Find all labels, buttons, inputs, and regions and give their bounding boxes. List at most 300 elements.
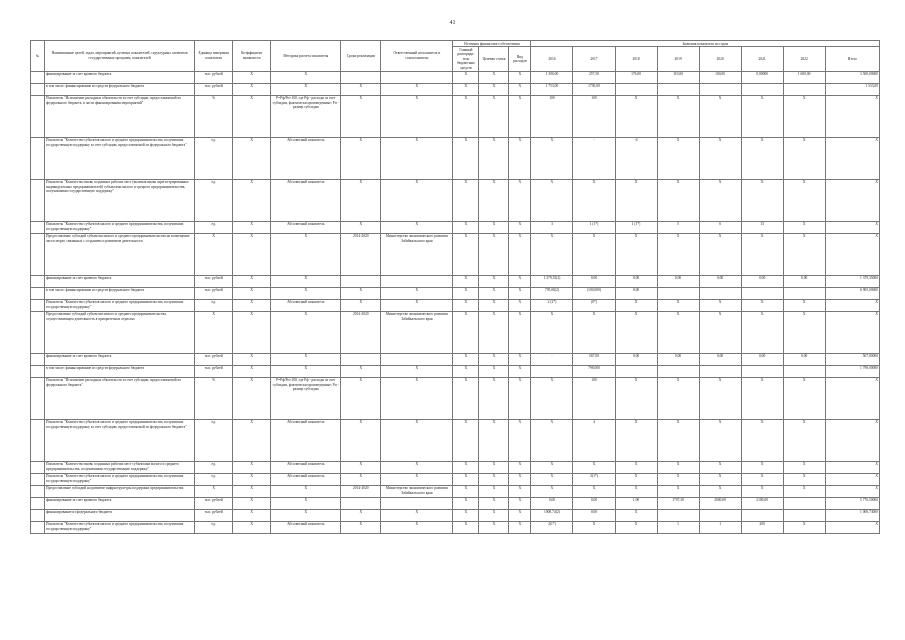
header-year: 2017 bbox=[573, 47, 615, 71]
year-value-cell: 2100,00 bbox=[741, 497, 783, 509]
year-value-cell: X bbox=[657, 485, 699, 497]
no-cell bbox=[31, 419, 45, 461]
type-cell: X bbox=[509, 521, 531, 533]
no-cell bbox=[31, 485, 45, 497]
no-cell bbox=[31, 95, 45, 137]
total-cell: 567,00000 bbox=[825, 353, 879, 365]
year-value-cell: (100,000) bbox=[573, 287, 615, 299]
year-value-cell: X bbox=[699, 311, 741, 353]
year-value-cell: X bbox=[741, 179, 783, 221]
year-value-cell: 2(1*) bbox=[531, 521, 573, 533]
year-value-cell bbox=[699, 287, 741, 299]
main-cell: X bbox=[453, 353, 479, 365]
year-value-cell: X bbox=[783, 311, 825, 353]
year-value-cell: 0,00 bbox=[741, 353, 783, 365]
year-value-cell bbox=[783, 83, 825, 95]
year-value-cell: X bbox=[657, 473, 699, 485]
term-cell: X bbox=[341, 461, 381, 473]
coef-cell: X bbox=[233, 233, 271, 275]
unit-cell: тыс. рублей bbox=[195, 275, 233, 287]
year-value-cell: 0,00 bbox=[615, 287, 657, 299]
term-cell: X bbox=[341, 137, 381, 179]
name-cell: Показатель "Количество вновь созданных рабочих мест (включая вновь зарегистрированных индивидуальных предпринимателей) субъектами малого и среднего предпринимательства, получившими государственную поддержку" bbox=[45, 179, 195, 221]
method-cell: X bbox=[271, 485, 341, 497]
year-value-cell bbox=[783, 497, 825, 509]
table-row bbox=[31, 377, 880, 419]
target-cell: X bbox=[479, 485, 509, 497]
no-cell bbox=[31, 233, 45, 275]
total-cell: X bbox=[825, 221, 879, 233]
unit-cell: тыс. рублей bbox=[195, 509, 233, 521]
method-cell: Абсолютный показатель bbox=[271, 299, 341, 311]
main-cell: X bbox=[453, 95, 479, 137]
type-cell: X bbox=[509, 497, 531, 509]
year-value-cell: 6 bbox=[699, 221, 741, 233]
year-value-cell: X bbox=[615, 419, 657, 461]
resp-cell: Министерство экономического развития Забайкальского края bbox=[381, 311, 453, 353]
year-value-cell bbox=[615, 83, 657, 95]
resp-cell: X bbox=[381, 521, 453, 533]
year-value-cell bbox=[783, 287, 825, 299]
year-value-cell: X bbox=[699, 95, 741, 137]
year-value-cell: X bbox=[615, 377, 657, 419]
year-value-cell: 1000,74(2) bbox=[531, 509, 573, 521]
main-cell: X bbox=[453, 179, 479, 221]
coef-cell: X bbox=[233, 485, 271, 497]
year-value-cell: X bbox=[741, 473, 783, 485]
term-cell: X bbox=[341, 287, 381, 299]
unit-cell: тыс. рублей bbox=[195, 71, 233, 83]
no-cell bbox=[31, 83, 45, 95]
year-value-cell: X bbox=[531, 311, 573, 353]
year-value-cell bbox=[531, 365, 573, 377]
year-value-cell bbox=[741, 287, 783, 299]
header-fin-group: Источник финансового обеспечения bbox=[453, 41, 531, 47]
target-cell: X bbox=[479, 353, 509, 365]
total-cell: 1 798,00000 bbox=[825, 365, 879, 377]
year-value-cell: 176,00 bbox=[615, 71, 657, 83]
year-value-cell: 1 bbox=[699, 521, 741, 533]
coef-cell: X bbox=[233, 377, 271, 419]
year-value-cell: X bbox=[531, 419, 573, 461]
year-value-cell: X bbox=[615, 461, 657, 473]
target-cell: X bbox=[479, 521, 509, 533]
target-cell: X bbox=[479, 233, 509, 275]
resp-cell: Министерство экономического развития Забайкальского края bbox=[381, 233, 453, 275]
year-value-cell: 1730,00 bbox=[573, 83, 615, 95]
main-cell: X bbox=[453, 71, 479, 83]
year-value-cell: X bbox=[615, 179, 657, 221]
no-cell bbox=[31, 137, 45, 179]
type-cell: X bbox=[509, 473, 531, 485]
name-cell: Показатель "Количество субъектов малого и среднего предпринимательства, получивших государственную поддержку" bbox=[45, 299, 195, 311]
year-value-cell: 1 379,35(2) bbox=[531, 275, 573, 287]
main-cell: X bbox=[453, 377, 479, 419]
year-value-cell bbox=[741, 83, 783, 95]
year-value-cell: X bbox=[741, 419, 783, 461]
term-cell: X bbox=[341, 419, 381, 461]
year-value-cell: X bbox=[699, 473, 741, 485]
unit-cell: ед. bbox=[195, 299, 233, 311]
method-cell: Абсолютный показатель bbox=[271, 419, 341, 461]
target-cell: X bbox=[479, 473, 509, 485]
coef-cell: X bbox=[233, 419, 271, 461]
target-cell: X bbox=[479, 509, 509, 521]
target-cell: X bbox=[479, 83, 509, 95]
unit-cell: тыс. рублей bbox=[195, 83, 233, 95]
year-value-cell: X bbox=[615, 299, 657, 311]
coef-cell: X bbox=[233, 299, 271, 311]
year-value-cell: 100 bbox=[573, 377, 615, 419]
coef-cell: X bbox=[233, 509, 271, 521]
unit-cell: % bbox=[195, 95, 233, 137]
year-value-cell: X bbox=[615, 473, 657, 485]
method-cell: Абсолютный показатель bbox=[271, 461, 341, 473]
total-cell: X bbox=[825, 137, 879, 179]
type-cell: X bbox=[509, 485, 531, 497]
type-cell: X bbox=[509, 137, 531, 179]
main-cell: X bbox=[453, 311, 479, 353]
method-cell: X bbox=[271, 497, 341, 509]
year-value-cell: - bbox=[531, 353, 573, 365]
header-year: 2021 bbox=[741, 47, 783, 71]
year-value-cell: X bbox=[741, 137, 783, 179]
year-value-cell: X bbox=[699, 461, 741, 473]
year-value-cell: 5 bbox=[657, 221, 699, 233]
main-cell: X bbox=[453, 365, 479, 377]
year-value-cell: X bbox=[531, 377, 573, 419]
name-cell: Показатель "Количество субъектов малого и среднего предпринимательства, получивших государственную поддержку за счет субсидии, предоставляемой из федерального бюджета" bbox=[45, 419, 195, 461]
method-cell: X bbox=[271, 509, 341, 521]
year-value-cell: X bbox=[783, 179, 825, 221]
year-value-cell: 1 300,00 bbox=[531, 71, 573, 83]
total-cell: X bbox=[825, 311, 879, 353]
year-value-cell bbox=[657, 287, 699, 299]
header-coef: Коэффициент значимости bbox=[233, 41, 271, 72]
year-value-cell: X bbox=[657, 179, 699, 221]
name-cell: Показатель "Количество субъектов малого и среднего предпринимательства, получивших государственную поддержку" bbox=[45, 221, 195, 233]
year-value-cell: X bbox=[531, 233, 573, 275]
no-cell bbox=[31, 179, 45, 221]
resp-cell: X bbox=[381, 509, 453, 521]
no-cell bbox=[31, 461, 45, 473]
method-cell: X bbox=[271, 71, 341, 83]
unit-cell: ед. bbox=[195, 221, 233, 233]
total-cell: X bbox=[825, 233, 879, 275]
term-cell bbox=[341, 497, 381, 509]
year-value-cell bbox=[741, 365, 783, 377]
table-row bbox=[31, 221, 880, 233]
resp-cell bbox=[381, 275, 453, 287]
year-value-cell: 200 bbox=[741, 521, 783, 533]
year-value-cell: X bbox=[657, 95, 699, 137]
name-cell: в том числе: финансирование из средств федерального бюджета bbox=[45, 287, 195, 299]
type-cell: X bbox=[509, 95, 531, 137]
year-value-cell: X bbox=[783, 137, 825, 179]
type-cell: X bbox=[509, 419, 531, 461]
header-fin-type: Вид расходов bbox=[509, 47, 531, 71]
header-no: № bbox=[31, 41, 45, 72]
year-value-cell: - bbox=[573, 137, 615, 179]
year-value-cell: 1 bbox=[657, 521, 699, 533]
target-cell: X bbox=[479, 95, 509, 137]
year-value-cell: 1 600,00 bbox=[783, 71, 825, 83]
total-cell: X bbox=[825, 485, 879, 497]
year-value-cell: X bbox=[657, 377, 699, 419]
year-value-cell: 1 753,00 bbox=[531, 83, 573, 95]
year-value-cell: 100,00 bbox=[699, 71, 741, 83]
method-cell: Абсолютный показатель bbox=[271, 179, 341, 221]
coef-cell: X bbox=[233, 461, 271, 473]
term-cell: X bbox=[341, 377, 381, 419]
name-cell: Предоставление субсидий субъектам малого и среднего предпринимательства, осуществляющим деятельность в приоритетных отраслях bbox=[45, 311, 195, 353]
term-cell: 2014-2020 bbox=[341, 233, 381, 275]
year-value-cell: 0,00 bbox=[783, 353, 825, 365]
no-cell bbox=[31, 275, 45, 287]
year-value-cell bbox=[699, 83, 741, 95]
year-value-cell: -4 bbox=[615, 137, 657, 179]
type-cell: X bbox=[509, 461, 531, 473]
table-row bbox=[31, 95, 880, 137]
year-value-cell: 0,00 bbox=[573, 509, 615, 521]
table-row bbox=[31, 365, 880, 377]
year-value-cell bbox=[783, 509, 825, 521]
year-value-cell: X bbox=[657, 233, 699, 275]
year-value-cell: 0,00 bbox=[699, 275, 741, 287]
year-value-cell: X bbox=[573, 521, 615, 533]
main-cell: X bbox=[453, 473, 479, 485]
table-row bbox=[31, 233, 880, 275]
year-value-cell: X bbox=[615, 311, 657, 353]
page-number: 41 bbox=[449, 20, 456, 26]
year-value-cell: X bbox=[783, 485, 825, 497]
year-value-cell bbox=[699, 365, 741, 377]
resp-cell: X bbox=[381, 221, 453, 233]
main-cell: X bbox=[453, 485, 479, 497]
header-name: Наименование целей, задач, мероприятий, целевых показателей, структурных элементов государственных программ, показателей bbox=[45, 41, 195, 72]
target-cell: X bbox=[479, 287, 509, 299]
year-value-cell: 0,00000 bbox=[741, 71, 783, 83]
year-value-cell: X bbox=[573, 233, 615, 275]
year-value-cell bbox=[741, 509, 783, 521]
year-value-cell: 13 bbox=[741, 221, 783, 233]
main-cell: X bbox=[453, 221, 479, 233]
name-cell: в том числе: финансирование из средств федерального бюджета bbox=[45, 365, 195, 377]
method-cell: Абсолютный показатель bbox=[271, 473, 341, 485]
no-cell bbox=[31, 473, 45, 485]
unit-cell: ед. bbox=[195, 137, 233, 179]
year-value-cell: X bbox=[657, 311, 699, 353]
total-cell: X bbox=[825, 95, 879, 137]
table-row bbox=[31, 461, 880, 473]
type-cell: X bbox=[509, 275, 531, 287]
year-value-cell: X bbox=[615, 485, 657, 497]
no-cell bbox=[31, 521, 45, 533]
no-cell bbox=[31, 299, 45, 311]
coef-cell: X bbox=[233, 353, 271, 365]
resp-cell: X bbox=[381, 419, 453, 461]
year-value-cell: X bbox=[741, 95, 783, 137]
total-cell: 5 776,50000 bbox=[825, 497, 879, 509]
no-cell bbox=[31, 353, 45, 365]
year-value-cell: X bbox=[741, 299, 783, 311]
term-cell: X bbox=[341, 521, 381, 533]
year-value-cell: X bbox=[741, 485, 783, 497]
table-row bbox=[31, 419, 880, 461]
main-cell: X bbox=[453, 299, 479, 311]
resp-cell: X bbox=[381, 377, 453, 419]
name-cell: Показатель "Количество субъектов малого и среднего предпринимательства, получивших государственную поддержку" bbox=[45, 473, 195, 485]
target-cell: X bbox=[479, 221, 509, 233]
resp-cell: X bbox=[381, 473, 453, 485]
year-value-cell: X bbox=[783, 521, 825, 533]
unit-cell: % bbox=[195, 377, 233, 419]
year-value-cell: X bbox=[531, 473, 573, 485]
total-cell: X bbox=[825, 521, 879, 533]
method-cell: X bbox=[271, 365, 341, 377]
resp-cell: X bbox=[381, 179, 453, 221]
year-value-cell: 795,00(2) bbox=[531, 287, 573, 299]
year-value-cell: 0,00 bbox=[573, 275, 615, 287]
year-value-cell: 0,00 bbox=[573, 497, 615, 509]
resp-cell: X bbox=[381, 461, 453, 473]
total-cell: X bbox=[825, 179, 879, 221]
resp-cell bbox=[381, 353, 453, 365]
year-value-cell: 0,00 bbox=[741, 275, 783, 287]
type-cell: X bbox=[509, 233, 531, 275]
type-cell: X bbox=[509, 179, 531, 221]
year-value-cell: X bbox=[573, 179, 615, 221]
term-cell bbox=[341, 275, 381, 287]
program-table bbox=[30, 40, 880, 534]
unit-cell: X bbox=[195, 485, 233, 497]
header-year: 2019 bbox=[657, 47, 699, 71]
year-value-cell: 4 bbox=[573, 419, 615, 461]
main-cell: X bbox=[453, 137, 479, 179]
name-cell: финансирование за счет краевого бюджета bbox=[45, 71, 195, 83]
year-value-cell: 0,00 bbox=[783, 275, 825, 287]
year-value-cell: 100 bbox=[573, 95, 615, 137]
resp-cell: X bbox=[381, 137, 453, 179]
total-cell: X bbox=[825, 299, 879, 311]
year-value-cell: X bbox=[783, 221, 825, 233]
method-cell: Абсолютный показатель bbox=[271, 521, 341, 533]
no-cell bbox=[31, 377, 45, 419]
term-cell: X bbox=[341, 473, 381, 485]
header-values-group: Значения показателя по годам bbox=[531, 41, 880, 47]
year-value-cell: X bbox=[657, 461, 699, 473]
resp-cell: X bbox=[381, 95, 453, 137]
target-cell: X bbox=[479, 461, 509, 473]
unit-cell: тыс. рублей bbox=[195, 365, 233, 377]
year-value-cell: X bbox=[699, 233, 741, 275]
year-value-cell: X bbox=[615, 521, 657, 533]
term-cell: 2014-2020 bbox=[341, 311, 381, 353]
year-value-cell: 0,00 bbox=[657, 353, 699, 365]
unit-cell: тыс. рублей bbox=[195, 497, 233, 509]
total-cell: 3 500,00000 bbox=[825, 71, 879, 83]
year-value-cell bbox=[699, 509, 741, 521]
resp-cell: Министерство экономического развития Забайкальского края bbox=[381, 485, 453, 497]
total-cell: 6 905,00000 bbox=[825, 287, 879, 299]
name-cell: Показатель "Исполнение расходных обязательств за счет субсидии, предоставляемой из федерального бюджета, в части финансирования мероприятий" bbox=[45, 95, 195, 137]
target-cell: X bbox=[479, 179, 509, 221]
method-cell: X bbox=[271, 275, 341, 287]
main-cell: X bbox=[453, 461, 479, 473]
main-cell: X bbox=[453, 509, 479, 521]
table-row bbox=[31, 311, 880, 353]
year-value-cell: 100 bbox=[531, 95, 573, 137]
year-value-cell: X bbox=[657, 419, 699, 461]
type-cell: X bbox=[509, 287, 531, 299]
term-cell: X bbox=[341, 221, 381, 233]
name-cell: финансирование из федерального бюджета bbox=[45, 509, 195, 521]
type-cell: X bbox=[509, 377, 531, 419]
main-cell: X bbox=[453, 233, 479, 275]
target-cell: X bbox=[479, 137, 509, 179]
year-value-cell: (0*) bbox=[573, 299, 615, 311]
year-value-cell bbox=[783, 365, 825, 377]
no-cell bbox=[31, 365, 45, 377]
year-value-cell: X bbox=[741, 377, 783, 419]
year-value-cell: X bbox=[783, 377, 825, 419]
method-cell: X bbox=[271, 353, 341, 365]
coef-cell: X bbox=[233, 365, 271, 377]
type-cell: X bbox=[509, 509, 531, 521]
year-value-cell: 3 bbox=[531, 221, 573, 233]
header-fin-main: Главный распоряди-тель бюджетных средств bbox=[453, 47, 479, 71]
name-cell: Показатель "Количество субъектов малого и среднего предпринимательства, получивших государственную поддержку за счет субсидии, предоставляемой из федерального бюджета" bbox=[45, 137, 195, 179]
year-value-cell: X bbox=[699, 137, 741, 179]
year-value-cell: 257,50 bbox=[573, 71, 615, 83]
term-cell: X bbox=[341, 95, 381, 137]
year-value-cell: 1707,30 bbox=[657, 497, 699, 509]
table-row bbox=[31, 137, 880, 179]
table-row bbox=[31, 299, 880, 311]
coef-cell: X bbox=[233, 95, 271, 137]
method-cell: Абсолютный показатель bbox=[271, 137, 341, 179]
year-value-cell: X bbox=[573, 461, 615, 473]
table-row bbox=[31, 485, 880, 497]
type-cell: X bbox=[509, 353, 531, 365]
year-value-cell: X bbox=[573, 311, 615, 353]
year-value-cell: X bbox=[699, 485, 741, 497]
table-row bbox=[31, 509, 880, 521]
no-cell bbox=[31, 287, 45, 299]
year-value-cell: X bbox=[699, 179, 741, 221]
header-term: Сроки реализации bbox=[341, 41, 381, 72]
unit-cell: ед. bbox=[195, 179, 233, 221]
table-row bbox=[31, 473, 880, 485]
unit-cell: ед. bbox=[195, 473, 233, 485]
target-cell: X bbox=[479, 365, 509, 377]
type-cell: X bbox=[509, 83, 531, 95]
main-cell: X bbox=[453, 419, 479, 461]
coef-cell: X bbox=[233, 137, 271, 179]
header-year: 2022 bbox=[783, 47, 825, 71]
total-cell: X bbox=[825, 461, 879, 473]
year-value-cell: 110,00 bbox=[657, 71, 699, 83]
coef-cell: X bbox=[233, 473, 271, 485]
coef-cell: X bbox=[233, 221, 271, 233]
year-value-cell: 2000,00 bbox=[699, 497, 741, 509]
table-row bbox=[31, 83, 880, 95]
year-value-cell: 0,00 bbox=[531, 497, 573, 509]
resp-cell bbox=[381, 497, 453, 509]
year-value-cell: X bbox=[699, 419, 741, 461]
main-cell: X bbox=[453, 521, 479, 533]
header-unit: Единица измерения показателя bbox=[195, 41, 233, 72]
